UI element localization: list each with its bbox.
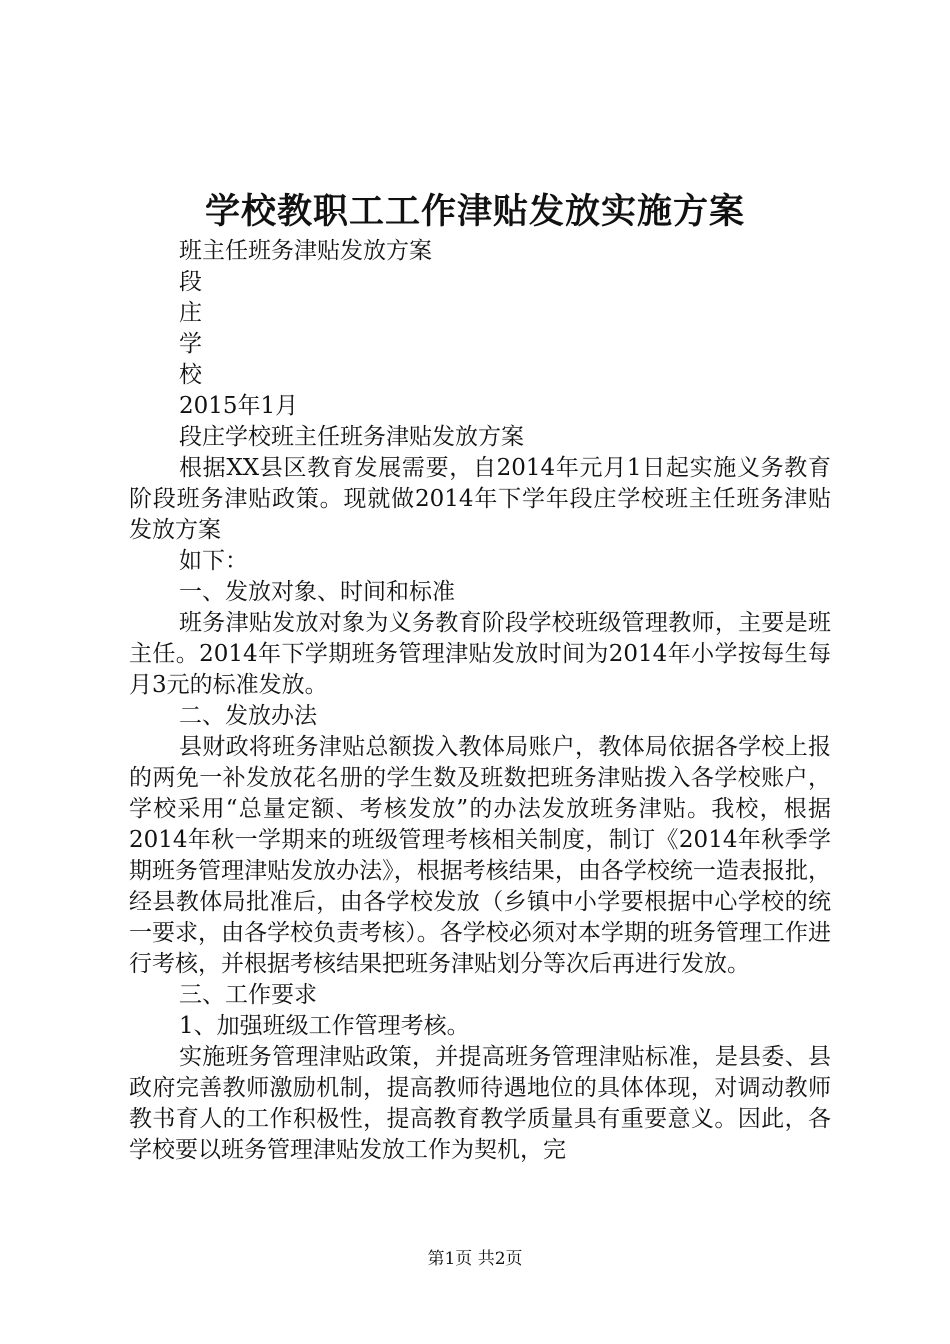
document-body bbox=[129, 236, 831, 1166]
section-heading-1: 一、发放对象、时间和标准 bbox=[179, 579, 455, 605]
school-name-char: 庄 bbox=[179, 300, 202, 326]
subsection-heading-3-1: 1、加强班级工作管理考核。 bbox=[179, 1013, 470, 1039]
section-3-paragraph: 实施班务管理津贴政策，并提高班务管理津贴标准，是县委、县政府完善教师激励机制，提高教师待遇地位的具体体现，对调动教师教书育人的工作积极性，提高教育教学质量具有重要意义。因此，各学校要以班务管理津贴发放工作为契机，完 bbox=[129, 1044, 831, 1163]
school-name-char: 段 bbox=[179, 269, 202, 295]
subtitle-line: 班主任班务津贴发放方案 bbox=[179, 238, 432, 264]
page-footer: 第1页 共2页 bbox=[427, 1249, 523, 1269]
section-2-paragraph: 县财政将班务津贴总额拨入教体局账户，教体局依据各学校上报的两免一补发放花名册的学生数及班数把班务津贴拨入各学校账户，学校采用“总量定额、考核发放”的办法发放班务津贴。我校，根据2014年秋一学期来的班级管理考核相关制度，制订《2014年秋季学期班务管理津贴发放办法》，根据考核结果，由各学校统一造表报批，经县教体局批准后，由各学校发放（乡镇中小学要根据中心学校的统一要求，由各学校负责考核）。各学校必须对本学期的班务管理工作进行考核，并根据考核结果把班务津贴划分等次后再进行发放。 bbox=[129, 734, 831, 977]
school-name-char: 学 bbox=[179, 331, 202, 357]
school-name-char: 校 bbox=[179, 362, 202, 388]
intro-paragraph: 根据XX县区教育发展需要，自2014年元月1日起实施义务教育阶段班务津贴政策。现就做2014年下学年段庄学校班主任班务津贴发放方案 bbox=[129, 455, 831, 543]
section-heading-2: 二、发放办法 bbox=[179, 703, 317, 729]
intro-paragraph-end: 如下： bbox=[179, 548, 248, 574]
document-title: 学校教职工工作津贴发放实施方案 bbox=[204, 191, 745, 232]
plan-heading: 段庄学校班主任班务津贴发放方案 bbox=[179, 424, 524, 450]
section-1-paragraph: 班务津贴发放对象为义务教育阶段学校班级管理教师，主要是班主任。2014年下学期班务管理津贴发放时间为2014年小学按每生每月3元的标准发放。 bbox=[129, 610, 831, 698]
section-heading-3: 三、工作要求 bbox=[179, 982, 317, 1008]
date-line: 2015年1月 bbox=[179, 393, 299, 419]
